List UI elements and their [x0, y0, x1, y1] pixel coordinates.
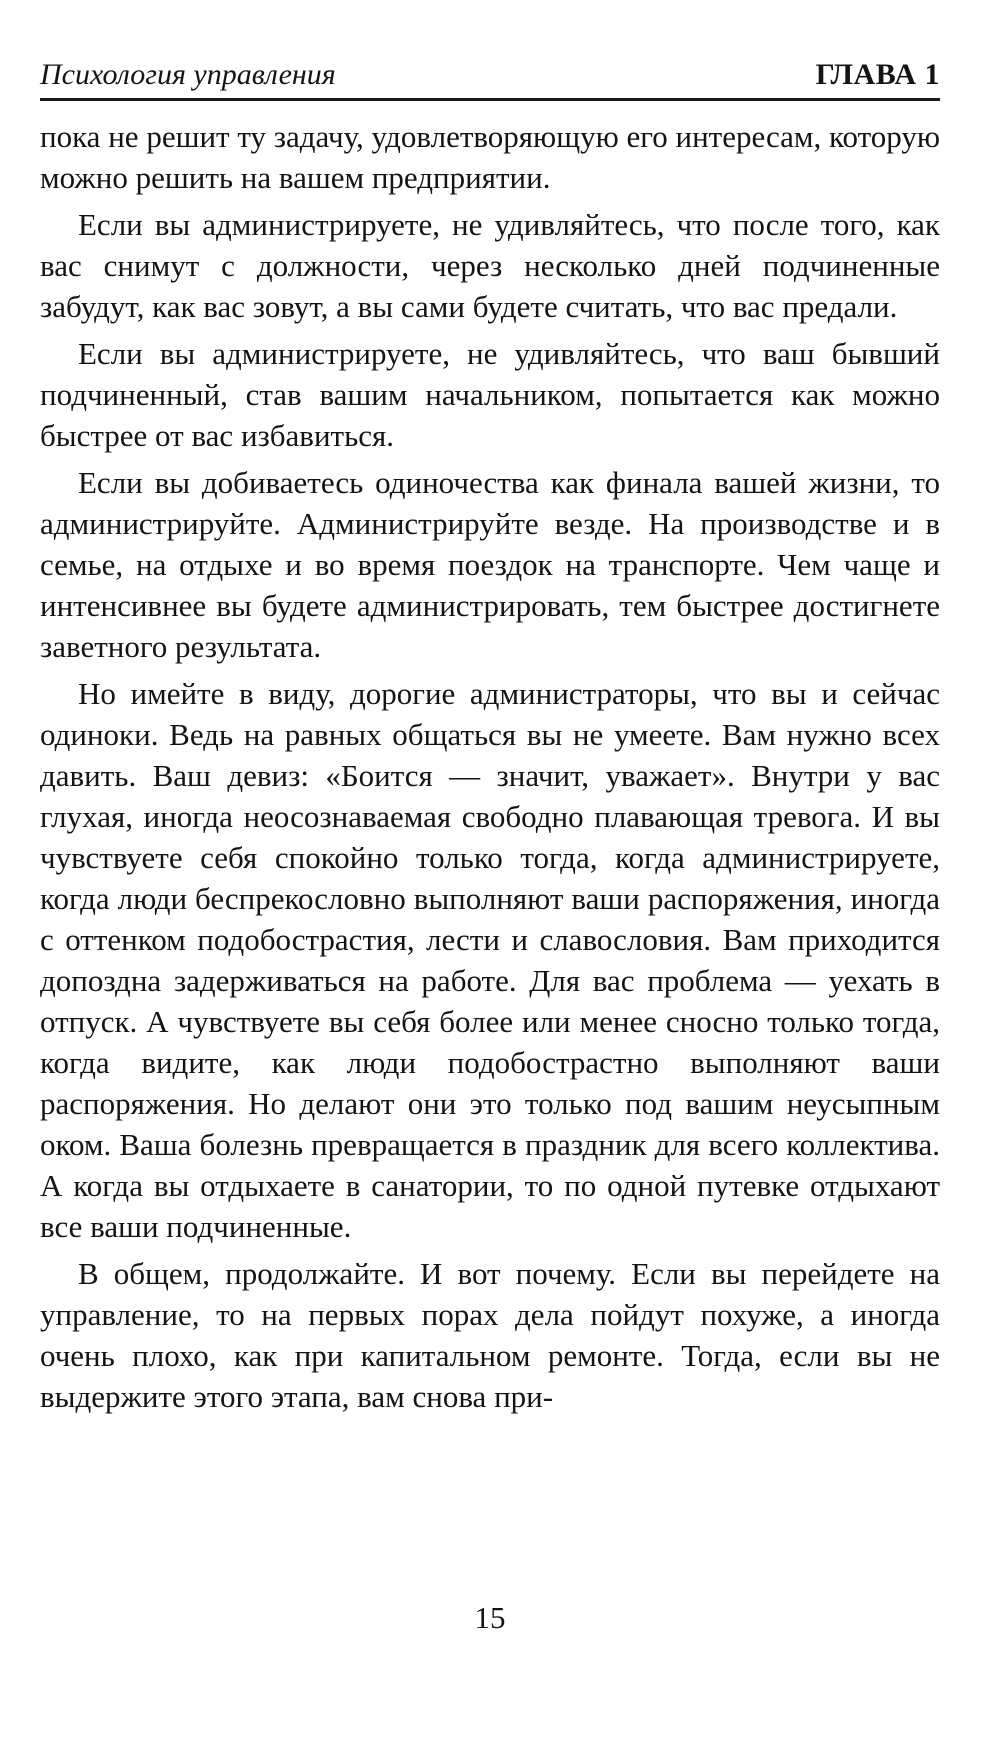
paragraph-5: Но имейте в виду, дорогие администраторы, что вы и сейчас одиноки. Ведь на равных общаться вы не умеете. Вам нужно всех давить. Ваш девиз: «Боится — значит, уважает». Внутри у вас глухая, иногда неосознаваемая свободно плавающая тревога. И вы чувствуете себя спокойно только тогда, когда администрируете, когда люди беспрекословно выполняют ваши распоряжения, иногда с оттенком подобострастия, лести и славословия. Вам приходится допоздна задерживаться на работе. Для вас проблема — уехать в отпуск. А чувствуете вы себя более или менее сносно только тогда, когда видите, как люди подобострастно выполняют ваши распоряжения. Но делают они это только под вашим неусыпным оком. Ваша болезнь превращается в праздник для всего коллектива. А когда вы отдыхаете в санатории, то по одной путевке отдыхают все ваши подчиненные. — [40, 676, 940, 1244]
paragraph-6: В общем, продолжайте. И вот почему. Если вы перейдете на управление, то на первых порах дела пойдут похуже, а иногда очень плохо, как при капитальном ремонте. Тогда, если вы не выдержите этого этапа, вам снова при- — [40, 1256, 940, 1414]
paragraph-3: Если вы администрируете, не удивляйтесь, что ваш бывший подчиненный, став вашим начальником, попытается как можно быстрее от вас избавиться. — [40, 336, 940, 453]
book-page — [40, 0, 940, 1754]
book-title: Психология управления — [40, 58, 336, 91]
body-text — [40, 116, 940, 1423]
running-header — [40, 42, 940, 101]
page-number: 15 — [474, 1600, 506, 1635]
paragraph-4: Если вы добиваетесь одиночества как финала вашей жизни, то администрируйте. Администрируйте везде. На производстве и в семье, на отдыхе и во время поездок на транспорте. Чем чаще и интенсивнее вы будете администрировать, тем быстрее достигнете заветного результата. — [40, 465, 940, 664]
chapter-label: ГЛАВА 1 — [815, 58, 940, 91]
paragraph-1: пока не решит ту задачу, удовлетворяющую его интересам, которую можно решить на вашем предприятии. — [40, 119, 940, 195]
paragraph-2: Если вы администрируете, не удивляйтесь, что после того, как вас снимут с должности, через несколько дней подчиненные забудут, как вас зовут, а вы сами будете считать, что вас предали. — [40, 207, 940, 324]
